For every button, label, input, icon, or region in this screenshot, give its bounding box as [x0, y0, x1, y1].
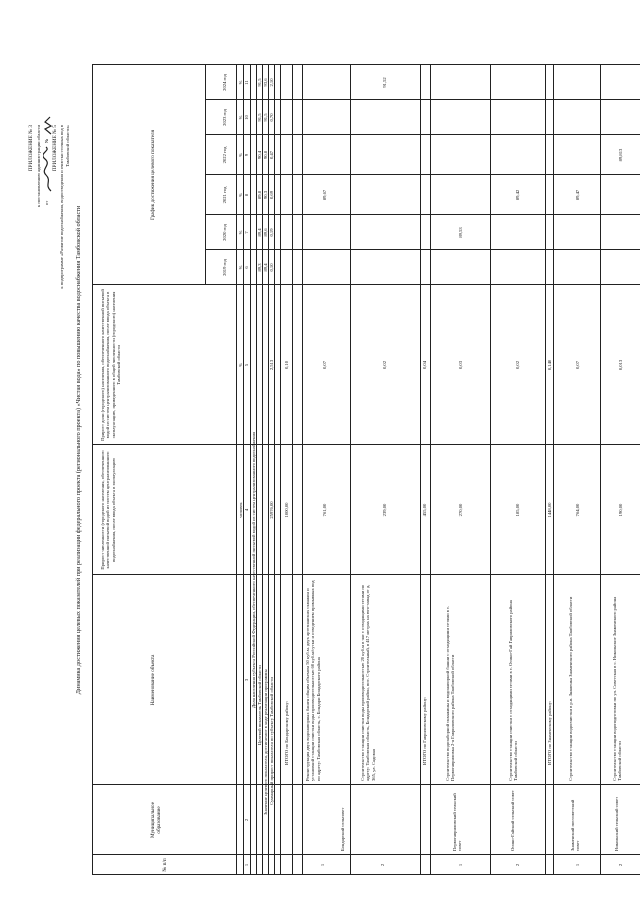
target-2021: 89,8	[257, 190, 262, 200]
appendix-5-label: ПРИЛОЖЕНИЕ № 5	[52, 125, 58, 172]
section-header: Доля населения субъекта Российской Федерации, обеспеченного качественной питьевой водой из систем централизованного водоснабжения	[251, 431, 256, 709]
object-increase: 239,00	[382, 503, 387, 517]
col-header-share: Прирост доли (городского) населения, обеспеченного качественной питьевой водой из систем централизованного водоснабжения, после ввода объекта в эксплуатацию, приведенного в общей численности (городского) населения Тамбовской области	[100, 289, 122, 441]
increase-2019: 0,10	[269, 263, 274, 272]
row-num: 1	[320, 863, 325, 867]
unit-2023: %	[238, 115, 243, 120]
object-increase: 764,00	[575, 503, 580, 517]
idx-11: 11	[244, 80, 249, 85]
object-share: 0,03	[458, 360, 463, 370]
increase-2022: 0,47	[269, 150, 274, 160]
summary-achieved-label: Значение целевого показателя, достигаемое в ходе реализации программы	[263, 669, 268, 815]
summary-target-label: Целевой показатель Тамбовской области	[257, 665, 262, 745]
increase-2020: 0,19	[269, 228, 274, 237]
municipality-name: Осино-Гайский сельский совет	[510, 790, 515, 851]
object-share: 0,02	[515, 360, 520, 370]
summary-share-value: 2,513	[269, 359, 274, 371]
object-target-value: 89,53	[458, 227, 463, 238]
object-target-value: 89,47	[575, 189, 580, 201]
achieved-2023: 91,5	[263, 113, 268, 122]
object-name: Строительство станции водоочистки в р.п. Знаменка Знаменского района Тамбовской области	[568, 596, 573, 781]
idx-10: 10	[244, 115, 249, 120]
object-name: Строительство станции очистки воды производительностью 20 куб.м в час с отводящими сетями по адресу: Тамбовская область, Бондарский район, пос. Строительный, в 417 метрах на юго-запад от д. 365, ул. Садовая	[360, 584, 376, 781]
target-2022: 90,4	[257, 150, 262, 160]
year-2022: 2022 год	[222, 146, 227, 164]
subprogram-line-2: Тамбовской области»	[65, 125, 70, 168]
idx-9: 9	[244, 153, 249, 157]
idx-2: 2	[244, 818, 249, 822]
target-2020: 89,4	[257, 228, 262, 237]
municipality-name: Первогавриловский сельский совет	[452, 793, 463, 851]
group-total-label: ИТОГО по Гавриловскому району:	[422, 696, 427, 765]
col-header-schedule: График достижения целевого показателя	[150, 129, 156, 221]
target-2024: 91,5	[257, 78, 262, 87]
idx-1: 1	[244, 863, 249, 867]
row-num: 1	[575, 863, 580, 867]
municipality-name: Никольский сельский совет	[614, 796, 619, 851]
group-total-increase: 1000,00	[284, 502, 289, 518]
achieved-2022: 90,8	[263, 150, 268, 160]
group-total-label: ИТОГО по Знаменскому району:	[547, 700, 552, 765]
idx-6: 6	[244, 266, 249, 269]
object-target-value: 89,813	[618, 148, 623, 162]
object-increase: 270,00	[458, 503, 463, 517]
target-2023: 91,5	[257, 113, 262, 122]
unit-people: человек	[238, 502, 243, 518]
target-2019: 89,3	[257, 263, 262, 272]
idx-4: 4	[244, 508, 249, 512]
unit-2022: %	[238, 153, 243, 157]
summary-increase-value: 25976,00	[269, 501, 274, 519]
year-2024: 2024 год	[222, 74, 227, 91]
col-header-municipality: Муниципальное образование	[150, 802, 162, 838]
idx-8: 8	[244, 193, 249, 197]
object-share: 0,07	[322, 360, 327, 370]
increase-2023: 0,70	[269, 113, 274, 122]
idx-7: 7	[244, 231, 249, 234]
col-header-increase: Прирост численности (городского населения, обеспеченного качественной питьевой водой из систем централизованного водоснабжения, после ввода объекта в эксплуатацию	[100, 450, 116, 570]
object-share: 0,07	[575, 360, 580, 370]
unit-2020: %	[238, 230, 243, 235]
group-total-share: 0,04	[422, 360, 427, 370]
municipality-name: Знаменский поссоветский совет	[570, 799, 581, 851]
increase-2021: 0,69	[269, 190, 274, 200]
object-increase: 190,00	[618, 503, 623, 517]
resolution-number-label: №	[44, 138, 49, 143]
row-num: 2	[380, 863, 385, 867]
group-total-increase: 1448,00	[547, 502, 552, 518]
object-target-value: 91,52	[382, 77, 387, 88]
unit-share: %	[238, 363, 243, 367]
col-header-object: Наименование объекта	[150, 654, 156, 706]
resolution-reference: к постановлению администрации области	[36, 125, 41, 208]
resolution-from-label: от	[44, 200, 49, 205]
object-increase: 185,00	[515, 503, 520, 517]
subprogram-line-1: к подпрограмме «Развитие водоснабжения, водоотведения и очистки сточных вод в	[59, 125, 64, 289]
achieved-2019: 89,4	[263, 263, 268, 272]
row-num: 2	[515, 863, 520, 867]
document-title: Динамика достижения целевых показателей при реализации федерального проекта (регионального проекта) «Чистая вода» по повышению качества водоснабжения Тамбовской области	[75, 205, 82, 695]
group-total-increase: 455,00	[422, 503, 427, 517]
object-name: Реконструкция двух водонапорных башен общим объемом 50 куб.м. двух артезианских скважин и установкой станции очистки воды производительностью 60 куб.м/сутки и отведением промывных вод по адресу: Тамбовская область, с. Бондари Бондарского района	[305, 580, 321, 781]
idx-3: 3	[244, 678, 249, 682]
idx-5: 5	[244, 363, 249, 367]
object-increase: 761,00	[322, 503, 327, 517]
achieved-2021: 90,3	[263, 190, 268, 200]
row-num: 2	[618, 863, 623, 867]
achieved-2024: 93,6	[263, 78, 268, 87]
group-total-share: 0,10	[284, 360, 289, 370]
year-2020: 2020 год	[222, 224, 227, 241]
appendix-top-label: ПРИЛОЖЕНИЕ № 3	[28, 125, 34, 172]
col-header-num: № п/п	[162, 858, 168, 872]
unit-2021: %	[238, 193, 243, 197]
row-num: 1	[458, 863, 463, 867]
object-target-value: 89,67	[322, 189, 327, 201]
unit-2019: %	[238, 265, 243, 270]
summary-increase-label: Суммарный прирост показателя по субъекту Тамбовской области	[269, 677, 274, 805]
object-share: 0,02	[382, 360, 387, 370]
handwritten-number-signature	[40, 115, 50, 135]
unit-2024: %	[238, 80, 243, 85]
object-target-value: 89,42	[515, 189, 520, 201]
achieved-2020: 89,6	[263, 228, 268, 237]
handwritten-date-signature	[40, 145, 50, 193]
increase-2024: 2,10	[269, 78, 274, 87]
year-2021: 2021 год	[222, 186, 227, 204]
object-name: Строительство станции очистки с отходящими сетями в с. Осино-Гай Гавриловского района Тамбовской области	[508, 600, 519, 781]
object-name: Строительство станции водоподготовки по ул. Советская в с. Никольское Знаменского района Тамбовской области	[612, 596, 623, 781]
object-share: 0,013	[618, 359, 623, 371]
group-total-label: ИТОГО по Бондарскому району:	[284, 700, 289, 765]
group-total-share: 0,140	[547, 359, 552, 371]
year-2019: 2019 год	[222, 259, 227, 276]
year-2023: 2023 год	[222, 109, 227, 126]
object-name: Строительство водозаборной скважины и водонапорной башни с отходящими сетями в с. Первогавриловка 2-я Гавриловского района Тамбовской области	[445, 605, 456, 781]
municipality-name: Бондарский сельсовет	[340, 807, 345, 851]
